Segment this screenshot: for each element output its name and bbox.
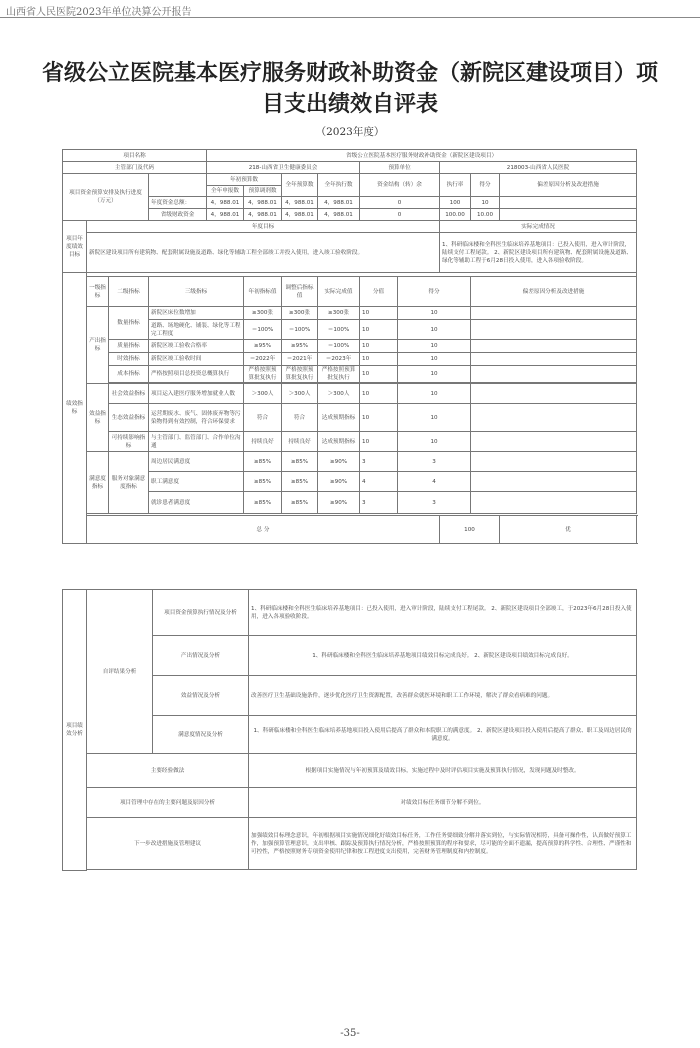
analysis-row-text: 1、科研临床楼和全科医生临床培养基地项目：已投入使用，进入审计阶段，陆续支付工程尾款。 2、新院区建设项目全部竣工，于2023年6月28日投入使用，进入各项验收阶段。	[249, 590, 637, 636]
experience-text: 根据项目实施情况与年初预算及绩效目标，实施过程中及时评估项目实施及预算执行情况，发现问题及时整改。	[249, 754, 637, 788]
header-cell: 实际完成值	[318, 277, 360, 307]
problems-label: 项目管理中存在的主要问题及原因分析	[87, 788, 249, 818]
indicator-value: 10	[398, 404, 471, 432]
level2-time: 时效指标	[109, 353, 149, 366]
indicator-value: 10	[360, 384, 398, 404]
goals-target: 新院区建设项目所有建筑物、配套附属设施及道路、绿化等辅助工程全部竣工并投入使用，进入竣工验收阶段。	[87, 233, 440, 273]
header-cell: 年初指标值	[244, 277, 282, 307]
page-header: 山西省人民医院2023年单位决算公开报告	[6, 7, 192, 18]
indicator-value: ≥90%	[318, 452, 360, 472]
indicator-value: ＝100%	[244, 320, 282, 340]
spacer-cell	[87, 870, 637, 871]
total-grade: 优	[500, 516, 637, 544]
value-cell: 0	[360, 209, 440, 221]
goals-actual: 1、科研临床楼和全科医生临床培养基地项目：已投入使用，进入审计阶段，陆续支付工程尾款。 2、新院区建设项目所有建筑物、配套附属设施及道路、绿化等辅助工程于6月28日投入使用，进入各项验收阶段。	[440, 233, 637, 273]
indicator-value: ＝2023年	[318, 353, 360, 366]
header-cell: 资金结构（转）余	[360, 174, 440, 197]
indicator-value	[471, 492, 637, 514]
value-cell	[500, 209, 637, 221]
next-steps-text: 加强绩效目标理念意识，年初根据项目实施情况细化好绩效目标任务，工作任务要细致分解并落实到位，与实际情况相符，具备可操作性，认真做好预算工作，加强预算管理意识，支出审核、跟踪及预算执行情况分析，严格按照预算的程序和要求，尽可能的全面不遗漏，提高预算的科学性、合理性、严谨性和可控性，严格按照财务专项资金使用纪律和按工程进度支出使用，完善财务管理制度和内控制度。	[249, 818, 637, 870]
header-cell	[149, 174, 207, 197]
analysis-row-text: 1、科研临床楼和全科医生临床培养基地项目投入使用后提高了群众和本院职工的满意度。 2、新院区建设项目投入使用后提高了群众、职工及周边居民的满意度。	[249, 716, 637, 754]
level2-qual: 质量指标	[109, 340, 149, 353]
level2-sustain: 可持续影响指标	[109, 432, 149, 452]
indicator-value: 10	[360, 340, 398, 353]
indicator-value	[471, 472, 637, 492]
value-cell: 4，988.01	[244, 197, 282, 209]
header-cell: 偏差原因分析及改进措施	[471, 277, 637, 307]
value-cell: 218003-山西省人民医院	[440, 162, 637, 174]
indicator-value: 3	[360, 492, 398, 514]
indicator-value: 10	[398, 384, 471, 404]
indicator-value: ＝100%	[318, 340, 360, 353]
indicator-value: ≥95%	[244, 340, 282, 353]
value-cell: 100	[440, 197, 471, 209]
indicator-value: ≥300张	[318, 307, 360, 320]
value-cell: 100.00	[440, 209, 471, 221]
indicator-value: ≥90%	[318, 492, 360, 514]
indicator-value: 严格按照预算批复执行	[318, 366, 360, 383]
indicator-value	[471, 366, 637, 383]
value-cell: 4，988.01	[244, 209, 282, 221]
level2-social: 社会效益指标	[109, 384, 149, 404]
evaluation-table-bottom	[62, 589, 637, 871]
indicator-value: 10	[360, 432, 398, 452]
indicator-value: 符合	[282, 404, 318, 432]
analysis-row-text: 1、科研临床楼和全科医生临床培养基地项目绩效目标完成良好。 2、新院区建设项目绩效目标完成良好。	[249, 636, 637, 676]
indicator-name: 与主管部门、监管部门、合作单位沟通	[149, 432, 244, 452]
value-cell: 4，988.01	[282, 209, 318, 221]
indicator-value: 10	[360, 404, 398, 432]
indicator-value: 4	[398, 472, 471, 492]
header-cell: 分值	[360, 277, 398, 307]
indicator-value: ≥85%	[244, 492, 282, 514]
indicator-value: ≥95%	[282, 340, 318, 353]
indicator-value: ＞300人	[318, 384, 360, 404]
indicator-name: 新院区竣工验收时间	[149, 353, 244, 366]
header-cell: 得分	[398, 277, 471, 307]
problems-text: 对绩效目标任务细节分解不到位。	[249, 788, 637, 818]
analysis-inner-label: 自评结果分析	[87, 590, 153, 754]
header-cell: 调整后指标值	[282, 277, 318, 307]
indicator-value: 10	[360, 353, 398, 366]
page-title: 省级公立医院基本医疗服务财政补助资金（新院区建设项目）项目支出绩效自评表	[41, 60, 658, 117]
indicator-value: 10	[398, 432, 471, 452]
analysis-outer-label: 项目绩效分析	[63, 590, 87, 871]
value-cell: 4，988.01	[318, 209, 360, 221]
analysis-row-label: 满意度情况及分析	[153, 716, 249, 754]
indicator-name: 新院区床位数增加	[149, 307, 244, 320]
header-cell: 三级指标	[149, 277, 244, 307]
indicator-name: 新院区竣工验收合格率	[149, 340, 244, 353]
perf-label: 绩效指标	[63, 273, 87, 544]
indicator-value: ＝2022年	[244, 353, 282, 366]
indicator-value	[471, 320, 637, 340]
indicator-value: ＞300人	[244, 384, 282, 404]
indicator-value: 4	[360, 472, 398, 492]
indicator-value: 10	[398, 353, 471, 366]
analysis-row-label: 产出情况及分析	[153, 636, 249, 676]
indicator-value	[471, 432, 637, 452]
value-cell: 0	[360, 197, 440, 209]
level2-qty: 数量指标	[109, 307, 149, 340]
header-divider	[0, 17, 700, 18]
indicator-name: 道路、场地硬化、铺装、绿化等工程完工程度	[149, 320, 244, 340]
indicator-name: 就诊患者满意度	[149, 492, 244, 514]
total-value: 100	[440, 516, 500, 544]
indicator-value: ≥85%	[244, 472, 282, 492]
report-year: （2023年度）	[315, 126, 385, 138]
label-cell: 项目资金预算安排及执行进度（万元）	[63, 174, 149, 221]
header-cell: 二级指标	[109, 277, 149, 307]
analysis-row-text: 改善医疗卫生基础设施条件，逐步优化医疗卫生资源配置，改善群众就医环境和职工工作环境，解决了群众看病难的问题。	[249, 676, 637, 716]
indicator-value: ＝2021年	[282, 353, 318, 366]
indicator-value: 符合	[244, 404, 282, 432]
indicator-value: ≥300张	[244, 307, 282, 320]
indicator-value	[471, 340, 637, 353]
indicator-value: 10	[398, 366, 471, 383]
level2-service: 服务对象满意度指标	[109, 452, 149, 514]
value-cell: 4，988.01	[207, 197, 244, 209]
level2-cost: 成本指标	[109, 366, 149, 383]
level1-benefit: 效益指标	[87, 384, 109, 452]
level1-output: 产出指标	[87, 307, 109, 384]
indicator-value: ＝100%	[282, 320, 318, 340]
indicator-value: ≥300张	[282, 307, 318, 320]
header-cell: 全年预算数	[282, 174, 318, 197]
header-cell: 全年执行数	[318, 174, 360, 197]
indicator-value	[471, 452, 637, 472]
header-cell: 年初预算数	[207, 174, 282, 186]
analysis-row-label: 项目资金预算执行情况及分析	[153, 590, 249, 636]
header-cell: 执行率	[440, 174, 471, 197]
header-cell: 全年申报数	[207, 186, 244, 197]
indicator-value: 严格按照预算批复执行	[282, 366, 318, 383]
label-cell: 主管部门及代码	[63, 162, 207, 174]
indicator-name: 职工满意度	[149, 472, 244, 492]
evaluation-table-top	[62, 149, 637, 544]
indicator-value: 达成预期指标	[318, 432, 360, 452]
experience-label: 主要经验做法	[87, 754, 249, 788]
indicator-value	[471, 307, 637, 320]
indicator-value	[471, 404, 637, 432]
header-cell: 预算调剂数	[244, 186, 282, 197]
indicator-value: 3	[398, 492, 471, 514]
next-steps-label: 下一步改进措施及管理建议	[87, 818, 249, 870]
indicator-value: 10	[360, 307, 398, 320]
value-cell: 4，988.01	[318, 197, 360, 209]
indicator-value: 持续良好	[282, 432, 318, 452]
header-cell: 一级指标	[87, 277, 109, 307]
level2-eco: 生态效益指标	[109, 404, 149, 432]
value-cell: 10	[471, 197, 500, 209]
header-cell: 年度目标	[87, 221, 440, 233]
indicator-value: 10	[398, 320, 471, 340]
page-number: -35-	[340, 1028, 360, 1039]
fund-row-name: 省级财政资金	[149, 209, 207, 221]
value-cell: 4，988.01	[207, 209, 244, 221]
header-cell: 实际完成情况	[440, 221, 637, 233]
indicator-value: 3	[398, 452, 471, 472]
value-cell: 省级公立医院基本医疗服务财政补助资金（新院区建设项目）	[207, 150, 637, 162]
indicator-value: ≥90%	[318, 472, 360, 492]
indicator-value	[471, 384, 637, 404]
value-cell: 4，988.01	[282, 197, 318, 209]
value-cell	[500, 197, 637, 209]
indicator-name: 严格按照项目总投资总概算执行	[149, 366, 244, 383]
label-cell: 项目名称	[63, 150, 207, 162]
value-cell: 10.00	[471, 209, 500, 221]
indicator-value: 10	[398, 340, 471, 353]
indicator-value	[471, 353, 637, 366]
level1-satisfaction: 满意度指标	[87, 452, 109, 514]
indicator-value: 10	[360, 366, 398, 383]
indicator-name: 项目运入建医疗服务增加就业人数	[149, 384, 244, 404]
goals-label: 项目年度绩效目标	[63, 221, 87, 273]
label-cell: 预算单位	[360, 162, 440, 174]
indicator-value: 严格按照预算批复执行	[244, 366, 282, 383]
indicator-name: 运营期废水、废气、固体废弃物等污染物得到有效控制，符合环保要求	[149, 404, 244, 432]
header-cell: 偏差原因分析及改进措施	[500, 174, 637, 197]
indicator-name: 周边居民满意度	[149, 452, 244, 472]
indicator-value: ≥85%	[282, 472, 318, 492]
indicator-value: ＝100%	[318, 320, 360, 340]
value-cell: 218-山西省卫生健康委员会	[207, 162, 360, 174]
indicator-value: ≥85%	[244, 452, 282, 472]
analysis-row-label: 效益情况及分析	[153, 676, 249, 716]
indicator-value: 持续良好	[244, 432, 282, 452]
indicator-value: 10	[398, 307, 471, 320]
header-cell: 得分	[471, 174, 500, 197]
indicator-value: 达成预期指标	[318, 404, 360, 432]
indicator-value: ≥85%	[282, 492, 318, 514]
indicator-value: ≥85%	[282, 452, 318, 472]
fund-row-name: 年度资金总额：	[149, 197, 207, 209]
indicator-value: 3	[360, 452, 398, 472]
indicator-value: ＞300人	[282, 384, 318, 404]
total-label: 总 分	[87, 516, 440, 544]
indicator-value: 10	[360, 320, 398, 340]
